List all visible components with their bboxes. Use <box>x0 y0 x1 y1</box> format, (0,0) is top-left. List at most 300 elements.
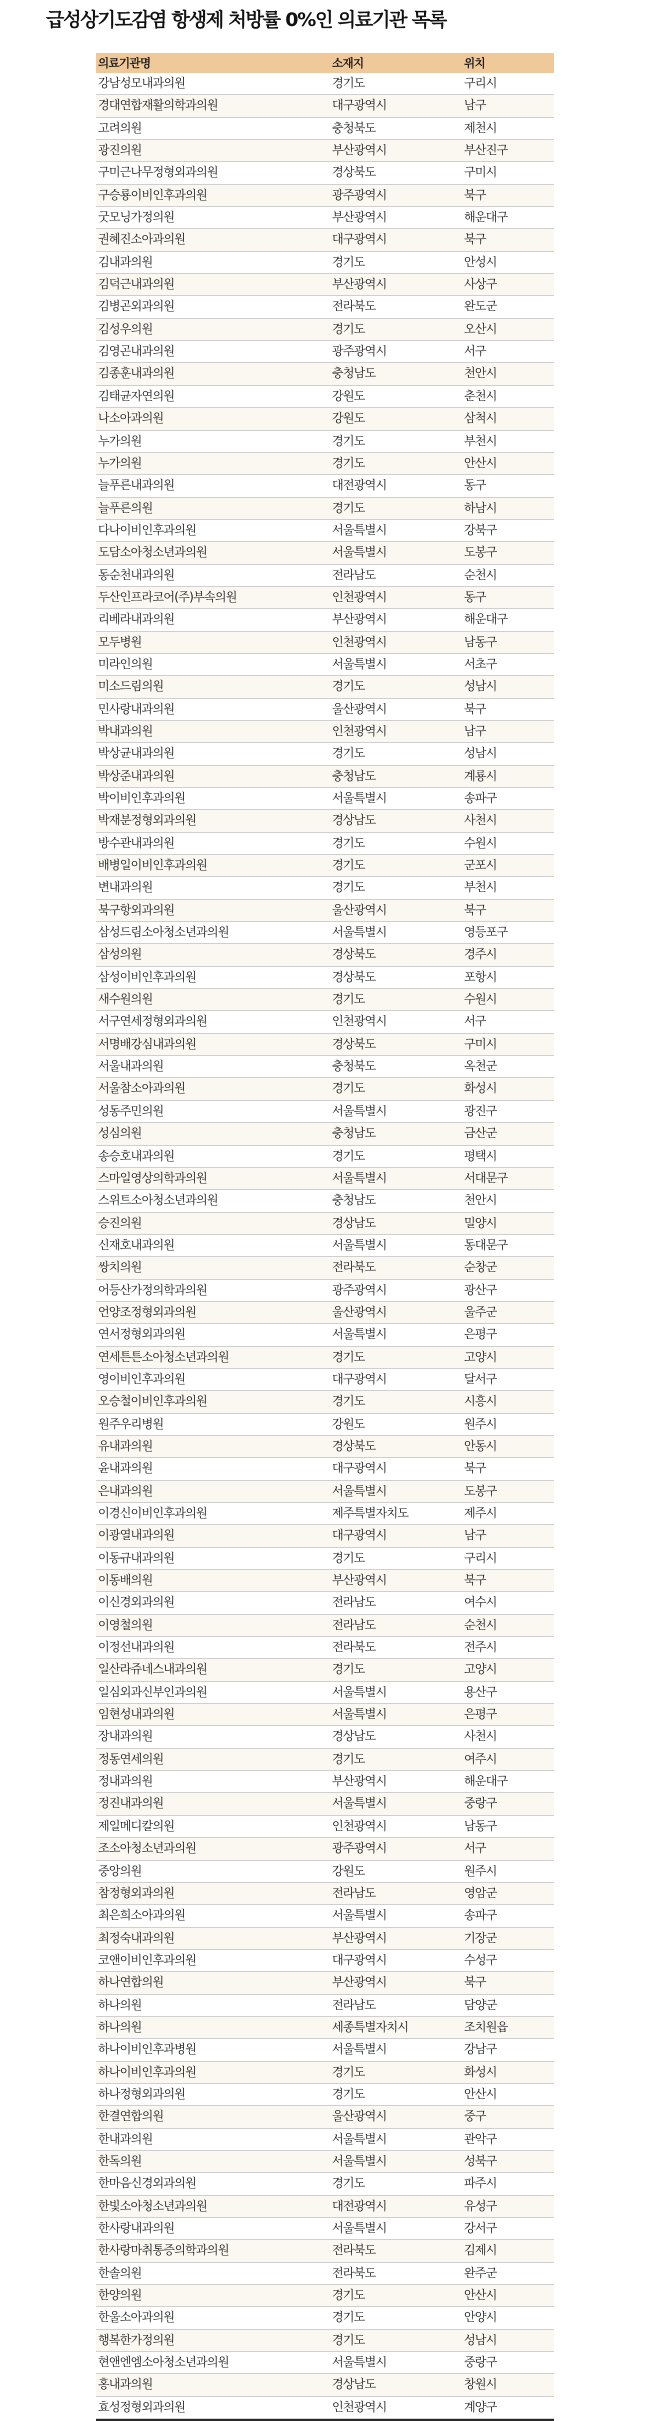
cell-location: 경주시 <box>464 947 497 962</box>
cell-region: 서울특별시 <box>332 925 387 940</box>
cell-location: 천안시 <box>464 1193 497 1208</box>
table-row <box>96 118 554 140</box>
cell-clinic-name: 장내과의원 <box>98 1729 153 1744</box>
cell-region: 경상남도 <box>332 813 376 828</box>
cell-region: 경기도 <box>332 455 365 470</box>
cell-location: 하남시 <box>464 500 497 515</box>
cell-clinic-name: 다나이비인후과의원 <box>98 522 197 537</box>
table-row <box>96 1793 554 1815</box>
cell-region: 충청북도 <box>332 1059 376 1074</box>
cell-clinic-name: 서울참소아과의원 <box>98 1081 186 1096</box>
table-row <box>96 900 554 922</box>
cell-clinic-name: 누가의원 <box>98 433 142 448</box>
cell-location: 여주시 <box>464 1751 497 1766</box>
cell-location: 성남시 <box>464 746 497 761</box>
cell-location: 달서구 <box>464 1371 497 1386</box>
cell-clinic-name: 정동연세의원 <box>98 1751 164 1766</box>
table-row <box>96 721 554 743</box>
table-row <box>96 274 554 296</box>
cell-region: 전라남도 <box>332 1885 376 1900</box>
cell-clinic-name: 성동주민의원 <box>98 1103 164 1118</box>
cell-location: 완도군 <box>464 299 497 314</box>
cell-clinic-name: 이동규내과의원 <box>98 1550 175 1565</box>
cell-clinic-name: 한빛소아청소년과의원 <box>98 2198 207 2213</box>
cell-location: 서구 <box>464 344 486 359</box>
cell-region: 서울특별시 <box>332 1707 387 1722</box>
table-row <box>96 609 554 631</box>
cell-clinic-name: 박상준내과의원 <box>98 768 175 783</box>
table-row <box>96 1146 554 1168</box>
cell-clinic-name: 김병곤외과의원 <box>98 299 175 314</box>
cell-region: 서울특별시 <box>332 1103 387 1118</box>
cell-location: 강북구 <box>464 522 497 537</box>
cell-region: 전라북도 <box>332 299 376 314</box>
cell-location: 안성시 <box>464 254 497 269</box>
cell-location: 용산구 <box>464 1684 497 1699</box>
cell-region: 경상북도 <box>332 165 376 180</box>
cell-clinic-name: 일심외과신부인과의원 <box>98 1684 207 1699</box>
table-row <box>96 743 554 765</box>
cell-location: 수원시 <box>464 835 497 850</box>
cell-clinic-name: 임현성내과의원 <box>98 1707 175 1722</box>
cell-location: 고양시 <box>464 1662 497 1677</box>
cell-clinic-name: 한양의원 <box>98 2288 142 2303</box>
table-row <box>96 1861 554 1883</box>
cell-clinic-name: 조소아청소년과의원 <box>98 1841 197 1856</box>
cell-region: 경기도 <box>332 835 365 850</box>
cell-clinic-name: 미소드림의원 <box>98 679 164 694</box>
table-row <box>96 1011 554 1033</box>
cell-clinic-name: 연서정형외과의원 <box>98 1327 186 1342</box>
table-row <box>96 944 554 966</box>
table-row <box>96 2352 554 2374</box>
cell-clinic-name: 김태균자연의원 <box>98 388 175 403</box>
cell-location: 오산시 <box>464 321 497 336</box>
cell-region: 대구광역시 <box>332 98 387 113</box>
cell-location: 은평구 <box>464 1707 497 1722</box>
table-row <box>96 2084 554 2106</box>
cell-clinic-name: 도담소아청소년과의원 <box>98 545 207 560</box>
cell-location: 삼척시 <box>464 411 497 426</box>
cell-region: 광주광역시 <box>332 187 387 202</box>
cell-clinic-name: 한울소아과의원 <box>98 2310 175 2325</box>
cell-region: 서울특별시 <box>332 2355 387 2370</box>
cell-region: 인천광역시 <box>332 2399 387 2414</box>
table-row <box>96 363 554 385</box>
cell-location: 동구 <box>464 478 486 493</box>
cell-region: 경기도 <box>332 2332 365 2347</box>
table-row <box>96 1570 554 1592</box>
cell-location: 남구 <box>464 98 486 113</box>
table-row <box>96 1078 554 1100</box>
cell-region: 인천광역시 <box>332 723 387 738</box>
cell-clinic-name: 누가의원 <box>98 455 142 470</box>
cell-region: 경상남도 <box>332 1729 376 1744</box>
cell-location: 화성시 <box>464 2064 497 2079</box>
table-row <box>96 207 554 229</box>
table-row <box>96 1659 554 1681</box>
cell-location: 완주군 <box>464 2265 497 2280</box>
cell-clinic-name: 언양조정형외과의원 <box>98 1304 197 1319</box>
cell-clinic-name: 권혜진소아과의원 <box>98 232 186 247</box>
cell-location: 시흥시 <box>464 1394 497 1409</box>
cell-region: 부산광역시 <box>332 1930 387 1945</box>
table-row <box>96 2397 554 2419</box>
cell-region: 충청남도 <box>332 1193 376 1208</box>
cell-clinic-name: 미라인의원 <box>98 656 153 671</box>
table-row <box>96 2196 554 2218</box>
cell-location: 동대문구 <box>464 1237 508 1252</box>
cell-location: 계양구 <box>464 2399 497 2414</box>
cell-location: 기장군 <box>464 1930 497 1945</box>
cell-clinic-name: 최정숙내과의원 <box>98 1930 175 1945</box>
cell-clinic-name: 효성정형외과의원 <box>98 2399 186 2414</box>
table-row <box>96 1235 554 1257</box>
cell-location: 광진구 <box>464 1103 497 1118</box>
cell-clinic-name: 영이비인후과의원 <box>98 1371 186 1386</box>
cell-region: 충청남도 <box>332 1126 376 1141</box>
cell-region: 서울특별시 <box>332 656 387 671</box>
cell-clinic-name: 오승철이비인후과의원 <box>98 1394 207 1409</box>
page-title: 급성상기도감염 항생제 처방률 0%인 의료기관 목록 <box>46 9 447 31</box>
cell-region: 인천광역시 <box>332 1014 387 1029</box>
table-row <box>96 2062 554 2084</box>
cell-region: 서울특별시 <box>332 522 387 537</box>
cell-location: 군포시 <box>464 858 497 873</box>
cell-region: 경상남도 <box>332 2377 376 2392</box>
cell-region: 대전광역시 <box>332 2198 387 2213</box>
table-row <box>96 1548 554 1570</box>
table-row <box>96 877 554 899</box>
cell-location: 북구 <box>464 1975 486 1990</box>
cell-clinic-name: 승진의원 <box>98 1215 142 1230</box>
cell-region: 경기도 <box>332 500 365 515</box>
cell-region: 울산광역시 <box>332 701 387 716</box>
cell-clinic-name: 굿모닝가정의원 <box>98 210 175 225</box>
cell-location: 순창군 <box>464 1260 497 1275</box>
cell-clinic-name: 박상균내과의원 <box>98 746 175 761</box>
cell-location: 천안시 <box>464 366 497 381</box>
cell-clinic-name: 이영철의원 <box>98 1617 153 1632</box>
cell-clinic-name: 리베라내과의원 <box>98 612 175 627</box>
cell-location: 춘천시 <box>464 388 497 403</box>
cell-location: 구미시 <box>464 1036 497 1051</box>
cell-clinic-name: 김성우의원 <box>98 321 153 336</box>
cell-clinic-name: 한마음신경외과의원 <box>98 2176 197 2191</box>
table-row <box>96 967 554 989</box>
table-row <box>96 1280 554 1302</box>
cell-clinic-name: 하나이비인후과병원 <box>98 2042 197 2057</box>
cell-location: 중구 <box>464 2109 486 2124</box>
cell-clinic-name: 방수관내과의원 <box>98 835 175 850</box>
table-row <box>96 1257 554 1279</box>
table-row <box>96 2285 554 2307</box>
cell-location: 원주시 <box>464 1416 497 1431</box>
cell-clinic-name: 하나이비인후과의원 <box>98 2064 197 2079</box>
cell-clinic-name: 신재호내과의원 <box>98 1237 175 1252</box>
cell-location: 원주시 <box>464 1863 497 1878</box>
cell-clinic-name: 늘푸른의원 <box>98 500 153 515</box>
cell-region: 전라북도 <box>332 2265 376 2280</box>
cell-location: 계룡시 <box>464 768 497 783</box>
cell-clinic-name: 유내과의원 <box>98 1438 153 1453</box>
table-row <box>96 386 554 408</box>
cell-region: 강원도 <box>332 1416 365 1431</box>
cell-region: 경기도 <box>332 2064 365 2079</box>
cell-region: 충청남도 <box>332 366 376 381</box>
cell-clinic-name: 최은희소아과의원 <box>98 1908 186 1923</box>
table-row <box>96 1749 554 1771</box>
table-row <box>96 1503 554 1525</box>
cell-region: 광주광역시 <box>332 1282 387 1297</box>
cell-clinic-name: 현앤엔엠소아청소년과의원 <box>98 2355 229 2370</box>
cell-clinic-name: 서울내과의원 <box>98 1059 164 1074</box>
cell-clinic-name: 모두병원 <box>98 634 142 649</box>
cell-location: 구리시 <box>464 76 497 90</box>
cell-location: 여수시 <box>464 1595 497 1610</box>
cell-clinic-name: 삼성의원 <box>98 947 142 962</box>
cell-location: 안산시 <box>464 2288 497 2303</box>
cell-clinic-name: 한사랑내과의원 <box>98 2221 175 2235</box>
cell-region: 부산광역시 <box>332 1774 387 1789</box>
cell-region: 인천광역시 <box>332 1818 387 1833</box>
table-row <box>96 1302 554 1324</box>
table-row <box>96 2240 554 2262</box>
cell-region: 광주광역시 <box>332 344 387 359</box>
cell-location: 순천시 <box>464 567 497 582</box>
table-row <box>96 1682 554 1704</box>
table-row <box>96 2106 554 2128</box>
cell-clinic-name: 구승룡이비인후과의원 <box>98 187 207 202</box>
cell-clinic-name: 한사랑마취통증의학과의원 <box>98 2243 229 2258</box>
cell-clinic-name: 쌍치의원 <box>98 1260 142 1275</box>
cell-region: 서울특별시 <box>332 1684 387 1699</box>
cell-clinic-name: 변내과의원 <box>98 880 153 895</box>
cell-region: 서울특별시 <box>332 1327 387 1342</box>
cell-location: 옥천군 <box>464 1059 497 1074</box>
cell-location: 영암군 <box>464 1885 497 1900</box>
cell-region: 경상북도 <box>332 947 376 962</box>
table-row <box>96 2330 554 2352</box>
cell-region: 전라북도 <box>332 2243 376 2258</box>
cell-location: 화성시 <box>464 1081 497 1096</box>
cell-clinic-name: 민사랑내과의원 <box>98 701 175 716</box>
cell-region: 서울특별시 <box>332 1796 387 1811</box>
cell-location: 북구 <box>464 187 486 202</box>
table-row <box>96 1458 554 1480</box>
table-row <box>96 431 554 453</box>
cell-region: 경기도 <box>332 2288 365 2303</box>
cell-clinic-name: 제일메디칼의원 <box>98 1818 175 1833</box>
cell-clinic-name: 원주우리병원 <box>98 1416 164 1431</box>
cell-region: 대구광역시 <box>332 1952 387 1967</box>
table-row <box>96 1704 554 1726</box>
cell-location: 구리시 <box>464 1550 497 1565</box>
cell-clinic-name: 삼성드림소아청소년과의원 <box>98 925 229 940</box>
cell-location: 해운대구 <box>464 612 508 627</box>
table-row <box>96 1592 554 1614</box>
cell-region: 경기도 <box>332 1751 365 1766</box>
table-row <box>96 408 554 430</box>
cell-location: 성북구 <box>464 2153 497 2168</box>
clinic-table <box>96 53 554 2421</box>
header-location: 위치 <box>464 56 486 70</box>
cell-location: 중랑구 <box>464 2355 497 2370</box>
cell-clinic-name: 늘푸른내과의원 <box>98 478 175 493</box>
cell-location: 안산시 <box>464 455 497 470</box>
cell-region: 서울특별시 <box>332 545 387 560</box>
cell-clinic-name: 송승호내과의원 <box>98 1148 175 1163</box>
cell-region: 전라남도 <box>332 567 376 582</box>
table-row <box>96 1883 554 1905</box>
cell-region: 강원도 <box>332 1863 365 1878</box>
table-row <box>96 252 554 274</box>
cell-clinic-name: 일산라쥬네스내과의원 <box>98 1662 207 1677</box>
cell-location: 북구 <box>464 232 486 247</box>
table-row <box>96 632 554 654</box>
cell-clinic-name: 홍내과의원 <box>98 2377 153 2392</box>
table-row <box>96 810 554 832</box>
cell-region: 서울특별시 <box>332 791 387 805</box>
table-row <box>96 319 554 341</box>
cell-location: 김제시 <box>464 2243 497 2258</box>
cell-location: 서대문구 <box>464 1170 508 1185</box>
cell-clinic-name: 이신경외과의원 <box>98 1595 175 1610</box>
cell-clinic-name: 김내과의원 <box>98 254 153 269</box>
table-row <box>96 542 554 564</box>
cell-region: 인천광역시 <box>332 634 387 649</box>
cell-clinic-name: 한결연합의원 <box>98 2109 164 2124</box>
cell-region: 전라북도 <box>332 1640 376 1655</box>
table-row <box>96 2151 554 2173</box>
cell-clinic-name: 행복한가정의원 <box>98 2332 175 2347</box>
table-row <box>96 1369 554 1391</box>
cell-location: 부산진구 <box>464 143 508 158</box>
cell-clinic-name: 삼성이비인후과의원 <box>98 969 197 984</box>
cell-region: 대구광역시 <box>332 1371 387 1386</box>
cell-clinic-name: 은내과의원 <box>98 1483 153 1498</box>
cell-clinic-name: 정내과의원 <box>98 1774 153 1789</box>
table-row <box>96 140 554 162</box>
cell-clinic-name: 하나정형외과의원 <box>98 2086 186 2101</box>
cell-location: 관악구 <box>464 2131 497 2146</box>
cell-location: 해운대구 <box>464 1774 508 1789</box>
cell-location: 서초구 <box>464 656 497 671</box>
cell-clinic-name: 경대연합재활의학과의원 <box>98 98 218 113</box>
table-row <box>96 587 554 609</box>
cell-region: 경기도 <box>332 2310 365 2325</box>
cell-location: 포항시 <box>464 969 497 984</box>
cell-region: 제주특별자치도 <box>332 1506 409 1520</box>
table-row <box>96 699 554 721</box>
table-row <box>96 1950 554 1972</box>
cell-clinic-name: 이정선내과의원 <box>98 1640 175 1655</box>
table-row <box>96 520 554 542</box>
table-row <box>96 1816 554 1838</box>
table-header <box>96 53 554 73</box>
cell-clinic-name: 하나의원 <box>98 2019 142 2034</box>
cell-region: 대전광역시 <box>332 478 387 493</box>
table-row <box>96 1101 554 1123</box>
cell-region: 부산광역시 <box>332 210 387 225</box>
cell-region: 경기도 <box>332 992 365 1007</box>
cell-clinic-name: 배병일이비인후과의원 <box>98 858 207 873</box>
cell-location: 사천시 <box>464 813 497 828</box>
cell-clinic-name: 광진의원 <box>98 143 142 158</box>
cell-region: 울산광역시 <box>332 902 387 917</box>
cell-region: 서울특별시 <box>332 2221 387 2235</box>
cell-region: 경기도 <box>332 1081 365 1096</box>
cell-location: 남구 <box>464 723 486 738</box>
table-row <box>96 2173 554 2195</box>
table-row <box>96 2374 554 2396</box>
cell-clinic-name: 나소아과의원 <box>98 411 164 426</box>
table-row <box>96 2218 554 2240</box>
cell-location: 북구 <box>464 1573 486 1588</box>
cell-clinic-name: 한솔의원 <box>98 2265 142 2280</box>
cell-location: 안양시 <box>464 2310 497 2325</box>
cell-region: 경기도 <box>332 1662 365 1677</box>
cell-location: 성남시 <box>464 2332 497 2347</box>
cell-region: 부산광역시 <box>332 612 387 627</box>
cell-region: 인천광역시 <box>332 589 387 604</box>
table-row <box>96 2307 554 2329</box>
cell-region: 전라남도 <box>332 1997 376 2012</box>
cell-region: 서울특별시 <box>332 1237 387 1252</box>
table-row <box>96 162 554 184</box>
cell-clinic-name: 참정형외과의원 <box>98 1885 175 1900</box>
table-row <box>96 2039 554 2061</box>
cell-region: 경기도 <box>332 433 365 448</box>
cell-location: 광산구 <box>464 1282 497 1297</box>
table-row <box>96 1525 554 1547</box>
table-row <box>96 1034 554 1056</box>
cell-region: 경상남도 <box>332 1215 376 1230</box>
cell-clinic-name: 동순천내과의원 <box>98 567 175 582</box>
cell-location: 도봉구 <box>464 1483 497 1498</box>
cell-clinic-name: 새수원의원 <box>98 992 153 1007</box>
cell-location: 강남구 <box>464 2042 497 2057</box>
header-region: 소재지 <box>332 56 364 70</box>
table-row <box>96 676 554 698</box>
cell-region: 세종특별자치시 <box>332 2019 409 2034</box>
cell-region: 강원도 <box>332 388 365 403</box>
cell-location: 창원시 <box>464 2377 497 2392</box>
cell-region: 서울특별시 <box>332 2153 387 2168</box>
table-row <box>96 2263 554 2285</box>
table-row <box>96 565 554 587</box>
cell-region: 경기도 <box>332 321 365 336</box>
cell-clinic-name: 이광열내과의원 <box>98 1528 175 1543</box>
cell-region: 부산광역시 <box>332 1573 387 1588</box>
cell-location: 해운대구 <box>464 210 508 225</box>
cell-location: 서구 <box>464 1014 486 1029</box>
table-row <box>96 1838 554 1860</box>
cell-region: 부산광역시 <box>332 143 387 158</box>
cell-region: 광주광역시 <box>332 1841 387 1856</box>
cell-location: 구미시 <box>464 165 497 180</box>
cell-location: 유성구 <box>464 2198 497 2213</box>
table-row <box>96 1905 554 1927</box>
cell-clinic-name: 코앤이비인후과의원 <box>98 1952 197 1967</box>
cell-region: 경기도 <box>332 1394 365 1409</box>
cell-clinic-name: 한독의원 <box>98 2153 142 2168</box>
cell-clinic-name: 강남성모내과의원 <box>98 76 186 90</box>
cell-clinic-name: 스마일영상의학과의원 <box>98 1170 207 1185</box>
table-row <box>96 185 554 207</box>
cell-location: 부천시 <box>464 880 497 895</box>
table-row <box>96 788 554 810</box>
